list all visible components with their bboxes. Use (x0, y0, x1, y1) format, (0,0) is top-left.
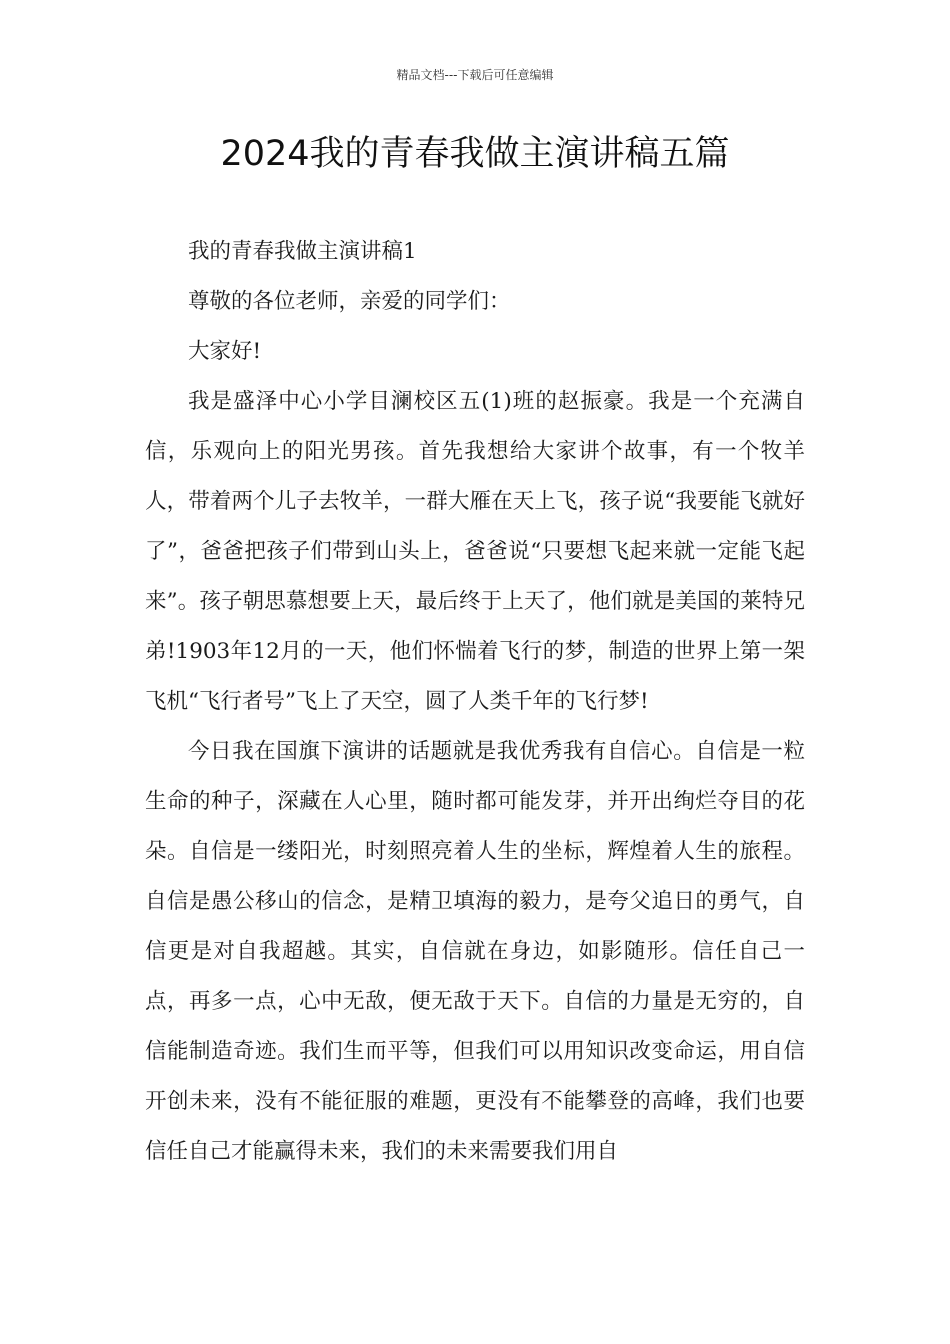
body-paragraph: 今日我在国旗下演讲的话题就是我优秀我有自信心。自信是一粒生命的种子，深藏在人心里，随时都可能发芽，并开出绚烂夺目的花朵。自信是一缕阳光，时刻照亮着人生的坐标，辉煌着人生的旅程。自信是愚公移山的信念，是精卫填海的毅力，是夸父追日的勇气，自信更是对自我超越。其实，自信就在身边，如影随形。信任自己一点，再多一点，心中无敌，便无敌于天下。自信的力量是无穷的，自信能制造奇迹。我们生而平等，但我们可以用知识改变命运，用自信开创未来，没有不能征服的难题，更没有不能攀登的高峰，我们也要信任自己才能赢得未来，我们的未来需要我们用自 (145, 739, 805, 1164)
greeting: 大家好! (188, 339, 262, 364)
header-note: 精品文档---下载后可任意编辑 (396, 68, 554, 82)
section-heading: 我的青春我做主演讲稿1 (188, 239, 417, 264)
body-paragraph: 我是盛泽中心小学目澜校区五(1)班的赵振豪。我是一个充满自信，乐观向上的阳光男孩。首先我想给大家讲个故事，有一个牧羊人，带着两个儿子去牧羊，一群大雁在天上飞，孩子说“我要能飞就好了”，爸爸把孩子们带到山头上，爸爸说“只要想飞起来就一定能飞起来”。孩子朝思慕想要上天，最后终于上天了，他们就是美国的莱特兄弟!1903年12月的一天，他们怀惴着飞行的梦，制造的世界上第一架飞机“飞行者号”飞上了天空，圆了人类千年的飞行梦! (145, 389, 805, 714)
salutation: 尊敬的各位老师，亲爱的同学们： (188, 289, 511, 314)
document-body (145, 227, 805, 1177)
document-title: 2024我的青春我做主演讲稿五篇 (220, 134, 730, 174)
